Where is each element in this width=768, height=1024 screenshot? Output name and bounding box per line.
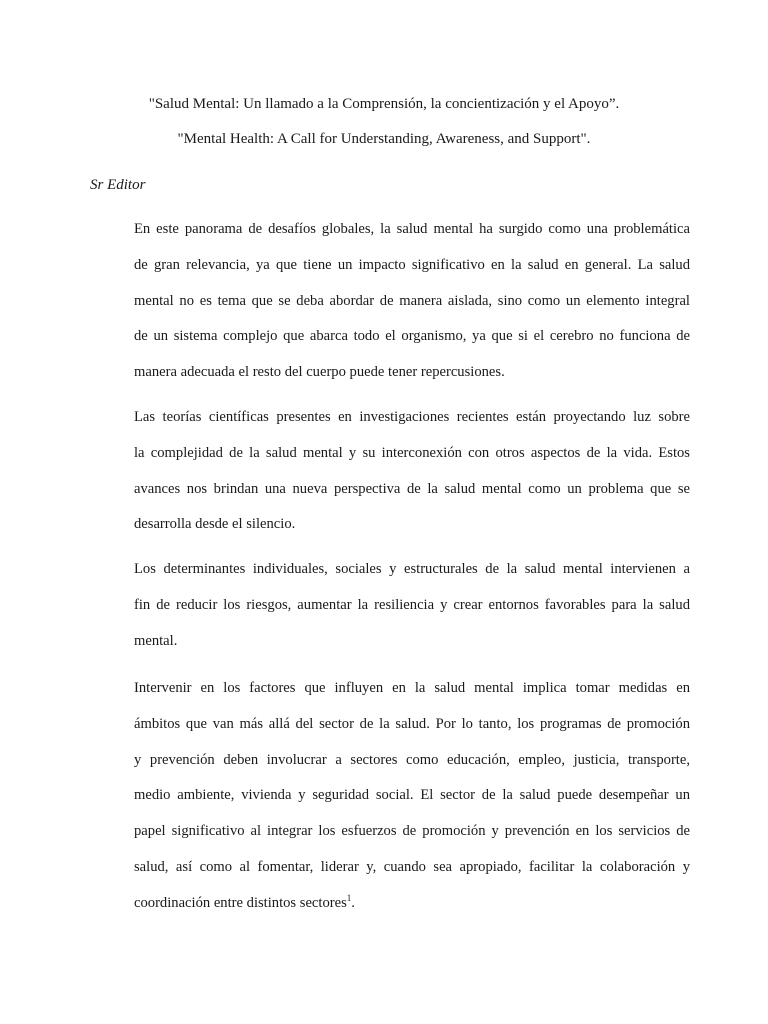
paragraph-line: Intervenir en los factores que influyen en la salud mental implica tomar medidas en	[134, 680, 690, 696]
paragraph-line: salud, así como al fomentar, liderar y, cuando sea apropiado, facilitar la colaboración y	[134, 858, 690, 875]
title-english: "Mental Health: A Call for Understanding, Awareness, and Support".	[177, 131, 591, 147]
paragraph-line: Las teorías científicas presentes en investigaciones recientes están proyectando luz sobre	[134, 409, 690, 425]
paragraph-line: avances nos brindan una nueva perspectiva de la salud mental como un problema que se	[134, 480, 690, 497]
title-spanish: "Salud Mental: Un llamado a la Comprensión, la concientización y el Apoyo”.	[148, 96, 620, 112]
paragraph-3	[134, 552, 690, 659]
paragraph-line: Los determinantes individuales, sociales y estructurales de la salud mental intervienen a	[134, 561, 690, 577]
paragraph-line: desarrolla desde el silencio.	[134, 516, 296, 533]
paragraph-line: ámbitos que van más allá del sector de la salud. Por lo tanto, los programas de promoción	[134, 715, 690, 732]
paragraph-last-line	[134, 886, 690, 922]
paragraph-line: papel significativo al integrar los esfuerzos de promoción y prevención en los servicios de	[134, 823, 690, 840]
salutation: Sr Editor	[90, 177, 146, 193]
paragraph-line-text: coordinación entre distintos sectores	[134, 894, 347, 911]
footnote-reference[interactable]: 1	[346, 892, 352, 903]
paragraph-line: manera adecuada el resto del cuerpo puede tener repercusiones.	[134, 364, 505, 381]
paragraph-line: y prevención deben involucrar a sectores como educación, empleo, justicia, transporte,	[134, 751, 690, 768]
paragraph-2	[134, 400, 690, 543]
paragraph-line: En este panorama de desafíos globales, la salud mental ha surgido como una problemática	[134, 221, 690, 237]
paragraph-line: de gran relevancia, ya que tiene un impacto significativo en la salud en general. La salud	[134, 256, 690, 273]
sentence-end: .	[351, 894, 355, 911]
paragraph-line: mental.	[134, 632, 178, 649]
paragraph-line: de un sistema complejo que abarca todo el organismo, ya que si el cerebro no funciona de	[134, 328, 690, 345]
paragraph-line: mental no es tema que se deba abordar de manera aislada, sino como un elemento integral	[134, 292, 690, 309]
paragraph-line: medio ambiente, vivienda y seguridad social. El sector de la salud puede desempeñar un	[134, 787, 690, 804]
paragraph-line: fin de reducir los riesgos, aumentar la resiliencia y crear entornos favorables para la salud	[134, 596, 690, 613]
paragraph-line: la complejidad de la salud mental y su interconexión con otros aspectos de la vida. Estos	[134, 444, 690, 461]
paragraph-4	[134, 671, 690, 922]
paragraph-1	[134, 212, 690, 391]
